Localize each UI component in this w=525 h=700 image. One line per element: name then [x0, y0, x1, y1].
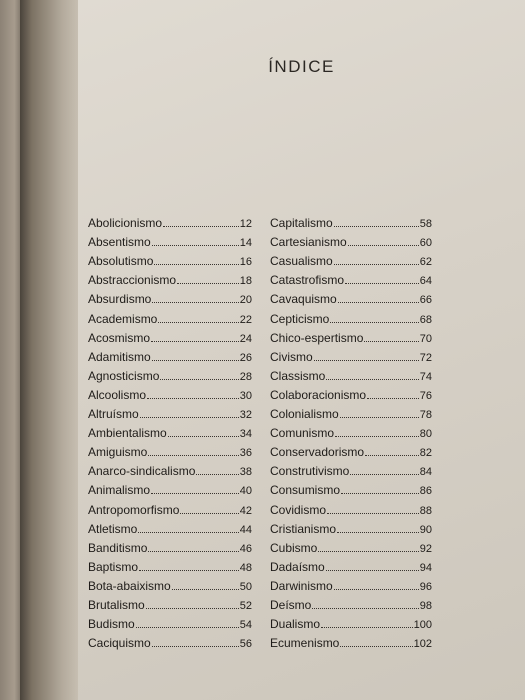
dot-leader: [172, 586, 239, 590]
index-term: Cepticismo: [270, 311, 330, 326]
index-entry: [270, 326, 432, 345]
index-entry: [270, 555, 432, 574]
dot-leader: [158, 319, 238, 323]
index-page-number: 16: [239, 256, 252, 269]
index-entry: [270, 421, 432, 440]
index-entry: [88, 574, 252, 593]
index-page-number: 66: [419, 294, 432, 307]
index-entry: [88, 326, 252, 345]
index-term: Atletismo: [88, 521, 138, 536]
index-term: Capitalismo: [270, 216, 333, 231]
index-entry: [270, 345, 432, 364]
index-page-number: 86: [419, 485, 432, 498]
index-entry: [270, 230, 432, 249]
dot-leader: [337, 529, 419, 533]
index-term: Covidismo: [270, 502, 327, 517]
dot-leader: [152, 242, 239, 246]
index-entry: [270, 268, 432, 287]
dot-leader: [160, 376, 238, 380]
index-page-number: 80: [419, 428, 432, 441]
index-page-number: 54: [239, 619, 252, 632]
dot-leader: [335, 433, 419, 437]
index-entry: [270, 364, 432, 383]
index-entry: [270, 440, 432, 459]
dot-leader: [146, 605, 239, 609]
index-entry: [270, 574, 432, 593]
index-term: Consumismo: [270, 483, 341, 498]
index-entry: [270, 612, 432, 631]
index-page-number: 68: [419, 313, 432, 326]
index-entry: [88, 593, 252, 612]
index-entry: [88, 440, 252, 459]
dot-leader: [326, 567, 419, 571]
index-term: Ecumenismo: [270, 636, 340, 651]
index-entry: [88, 306, 252, 325]
index-term: Dualismo: [270, 617, 321, 632]
index-entry: [88, 230, 252, 249]
index-page-number: 88: [419, 504, 432, 517]
index-page-number: 72: [419, 351, 432, 364]
index-page-number: 50: [239, 580, 252, 593]
dot-leader: [365, 452, 419, 456]
index-term: Abolicionismo: [88, 216, 163, 231]
dot-leader: [312, 605, 418, 609]
dot-leader: [154, 261, 238, 265]
index-term: Acosmismo: [88, 330, 151, 345]
index-entry: [270, 287, 432, 306]
index-term: Catastrofismo: [270, 273, 345, 288]
index-page-number: 84: [419, 466, 432, 479]
dot-leader: [334, 586, 419, 590]
dot-leader: [327, 510, 419, 514]
index-page-number: 22: [239, 313, 252, 326]
index-term: Civismo: [270, 349, 313, 364]
index-column-left: [88, 211, 252, 650]
index-entry: [88, 249, 252, 268]
index-page-number: 82: [419, 447, 432, 460]
dot-leader: [180, 510, 238, 514]
dot-leader: [168, 433, 239, 437]
index-page-number: 24: [239, 332, 252, 345]
index-entry: [270, 459, 432, 478]
index-page-number: 78: [419, 409, 432, 422]
index-page-number: 40: [239, 485, 252, 498]
index-term: Colonialismo: [270, 407, 339, 422]
index-page-number: 46: [239, 542, 252, 555]
index-term: Dadaísmo: [270, 559, 325, 574]
index-page-number: 36: [239, 447, 252, 460]
index-column-right: [270, 211, 432, 650]
index-page-number: 90: [419, 523, 432, 536]
index-term: Cavaquismo: [270, 292, 337, 307]
index-term: Cartesianismo: [270, 235, 347, 250]
dot-leader: [334, 261, 419, 265]
index-page-number: 18: [239, 275, 252, 288]
dot-leader: [321, 624, 413, 628]
dot-leader: [148, 548, 238, 552]
index-term: Darwinismo: [270, 578, 333, 593]
index-term: Absolutismo: [88, 254, 154, 269]
index-entry: [88, 459, 252, 478]
dot-leader: [350, 471, 418, 475]
dot-leader: [348, 242, 419, 246]
index-term: Alcoolismo: [88, 387, 147, 402]
index-page-number: 92: [419, 542, 432, 555]
dot-leader: [340, 643, 412, 647]
index-page-number: 56: [239, 638, 252, 651]
index-page-number: 42: [239, 504, 252, 517]
dot-leader: [330, 319, 418, 323]
index-page-number: 76: [419, 389, 432, 402]
index-term: Antropomorfismo: [88, 502, 180, 517]
index-term: Caciquismo: [88, 636, 151, 651]
index-term: Chico-espertismo: [270, 330, 364, 345]
index-page-number: 52: [239, 599, 252, 612]
dot-leader: [196, 471, 238, 475]
index-page-number: 62: [419, 256, 432, 269]
index-entry: [270, 497, 432, 516]
index-term: Colaboracionismo: [270, 387, 367, 402]
index-term: Abstraccionismo: [88, 273, 177, 288]
index-entry: [88, 497, 252, 516]
index-term: Comunismo: [270, 426, 335, 441]
index-entry: [88, 364, 252, 383]
index-entry: [270, 249, 432, 268]
page-title: ÍNDICE: [268, 57, 335, 76]
index-entry: [88, 555, 252, 574]
index-page-number: 98: [419, 599, 432, 612]
index-page-number: 38: [239, 466, 252, 479]
index-term: Classismo: [270, 368, 326, 383]
index-page-number: 32: [239, 409, 252, 422]
dot-leader: [341, 490, 419, 494]
index-page-number: 70: [419, 332, 432, 345]
index-page-number: 100: [413, 619, 432, 632]
dot-leader: [345, 280, 419, 284]
dot-leader: [152, 643, 239, 647]
index-page-number: 64: [419, 275, 432, 288]
index-term: Altruísmo: [88, 407, 139, 422]
index-page-number: 60: [419, 237, 432, 250]
dot-leader: [318, 548, 418, 552]
index-term: Casualismo: [270, 254, 333, 269]
index-page-number: 48: [239, 561, 252, 574]
index-term: Conservadorismo: [270, 445, 365, 460]
index-term: Agnosticismo: [88, 368, 160, 383]
index-term: Budismo: [88, 617, 135, 632]
dot-leader: [151, 338, 239, 342]
index-term: Amiguismo: [88, 445, 148, 460]
dot-leader: [138, 529, 238, 533]
dot-leader: [177, 280, 239, 284]
index-entry: [88, 287, 252, 306]
index-term: Adamitismo: [88, 349, 151, 364]
index-page-number: 26: [239, 351, 252, 364]
dot-leader: [364, 338, 418, 342]
index-term: Brutalismo: [88, 597, 145, 612]
index-page-number: 34: [239, 428, 252, 441]
index-entry: [270, 306, 432, 325]
index-page-number: 30: [239, 389, 252, 402]
index-page-number: 44: [239, 523, 252, 536]
index-entry: [88, 478, 252, 497]
index-entry: [270, 631, 432, 650]
index-page-number: 20: [239, 294, 252, 307]
index-term: Cubismo: [270, 540, 318, 555]
index-term: Baptismo: [88, 559, 139, 574]
dot-leader: [338, 299, 419, 303]
index-entry: [88, 268, 252, 287]
dot-leader: [151, 490, 239, 494]
index-entry: [88, 383, 252, 402]
index-term: Cristianismo: [270, 521, 337, 536]
index-page-number: 14: [239, 237, 252, 250]
dot-leader: [314, 357, 419, 361]
index-page-number: 28: [239, 370, 252, 383]
index-term: Absentismo: [88, 235, 151, 250]
index-page-number: 102: [413, 638, 432, 651]
dot-leader: [152, 299, 238, 303]
dot-leader: [334, 223, 419, 227]
index-term: Animalismo: [88, 483, 151, 498]
index-entry: [270, 517, 432, 536]
dot-leader: [140, 414, 239, 418]
dot-leader: [326, 376, 418, 380]
index-entry: [88, 517, 252, 536]
index-entry: [88, 211, 252, 230]
dot-leader: [163, 223, 239, 227]
dot-leader: [148, 452, 238, 456]
index-term: Banditismo: [88, 540, 148, 555]
book-gutter: [20, 0, 80, 700]
dot-leader: [367, 395, 419, 399]
index-entry: [88, 612, 252, 631]
index-term: Academismo: [88, 311, 158, 326]
index-entry: [88, 402, 252, 421]
index-term: Deísmo: [270, 597, 312, 612]
index-entry: [270, 383, 432, 402]
dot-leader: [147, 395, 239, 399]
index-term: Anarco-sindicalismo: [88, 464, 196, 479]
index-entry: [88, 345, 252, 364]
index-entry: [88, 536, 252, 555]
index-page-number: 94: [419, 561, 432, 574]
index-page-number: 96: [419, 580, 432, 593]
index-term: Ambientalismo: [88, 426, 167, 441]
index-entry: [270, 402, 432, 421]
index-term: Bota-abaixismo: [88, 578, 171, 593]
index-page-number: 74: [419, 370, 432, 383]
index-entry: [270, 536, 432, 555]
dot-leader: [136, 624, 239, 628]
index-entry: [88, 421, 252, 440]
index-page-number: 12: [239, 218, 252, 231]
index-page-number: 58: [419, 218, 432, 231]
index-entry: [270, 478, 432, 497]
index-entry: [88, 631, 252, 650]
index-entry: [270, 593, 432, 612]
dot-leader: [152, 357, 239, 361]
dot-leader: [340, 414, 419, 418]
dot-leader: [139, 567, 239, 571]
index-term: Construtivismo: [270, 464, 350, 479]
index-entry: [270, 211, 432, 230]
index-term: Absurdismo: [88, 292, 152, 307]
